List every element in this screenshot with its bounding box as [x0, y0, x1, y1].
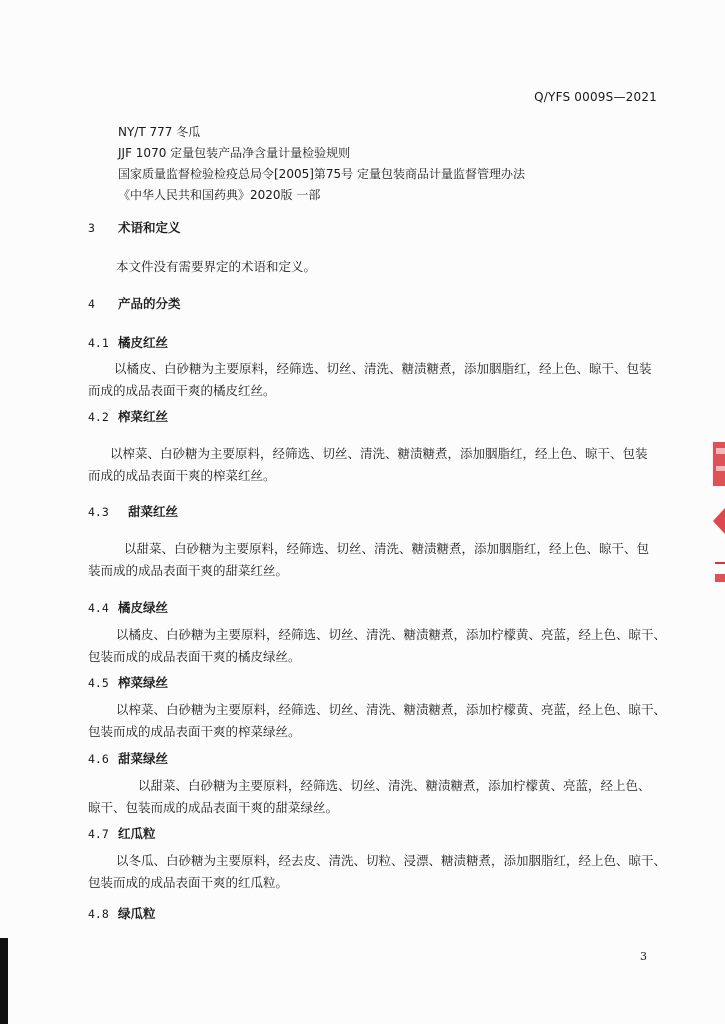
section-4-2-body — [88, 443, 660, 487]
document-code: Q/YFS 0009S—2021 — [534, 90, 657, 104]
section-4-6-body — [88, 775, 660, 819]
section-4-8-heading — [88, 904, 156, 922]
section-4-heading — [88, 294, 181, 312]
paragraph-line: 而成的成品表面干爽的榨菜红丝。 — [88, 468, 276, 483]
section-number: 4.5 — [88, 676, 109, 690]
section-title: 榨菜红丝 — [118, 409, 169, 424]
paragraph-line: 本文件没有需要界定的术语和定义。 — [116, 259, 317, 274]
paragraph-line: 包装而成的成品表面干爽的榨菜绿丝。 — [88, 724, 301, 739]
scan-edge-shadow — [0, 938, 8, 1024]
section-4-3-heading — [88, 502, 178, 520]
section-title: 绿瓜粒 — [118, 906, 156, 921]
reference-item: 《中华人民共和国药典》2020版 一部 — [118, 188, 321, 202]
section-4-6-heading — [88, 749, 168, 767]
reference-item: JJF 1070 定量包装产品净含量计量检验规则 — [118, 146, 351, 160]
section-title: 甜菜红丝 — [128, 504, 179, 519]
section-title: 产品的分类 — [118, 296, 181, 311]
section-title: 橘皮绿丝 — [118, 600, 169, 615]
section-4-1-body — [88, 358, 660, 402]
paragraph-line: 以甜菜、白砂糖为主要原料，经筛选、切丝、清洗、糖渍糖煮，添加柠檬黄、亮蓝，经上色、 — [138, 778, 651, 793]
section-number: 3 — [88, 221, 95, 235]
section-number: 4.7 — [88, 827, 109, 841]
paragraph-line: 以冬瓜、白砂糖为主要原料，经去皮、清洗、切粒、浸漂、糖渍糖煮，添加胭脂红，经上色、晾干、 — [116, 853, 667, 868]
paragraph-line: 而成的成品表面干爽的橘皮红丝。 — [88, 383, 276, 398]
section-3-heading — [88, 218, 181, 236]
paragraph-line: 包装而成的成品表面干爽的橘皮绿丝。 — [88, 649, 301, 664]
section-4-7-body — [88, 850, 667, 894]
partial-seal-mark — [711, 442, 725, 486]
section-title: 橘皮红丝 — [118, 335, 169, 350]
paragraph-line: 包装而成的成品表面干爽的红瓜粒。 — [88, 875, 289, 890]
section-title: 术语和定义 — [118, 220, 181, 235]
page-number: 3 — [640, 950, 647, 963]
partial-seal-mark — [711, 508, 725, 534]
section-number: 4.3 — [88, 505, 109, 519]
section-4-1-heading — [88, 333, 168, 351]
section-number: 4.4 — [88, 601, 109, 615]
paragraph-line: 以橘皮、白砂糖为主要原料，经筛选、切丝、清洗、糖渍糖煮，添加胭脂红，经上色、晾干、包装 — [114, 361, 652, 376]
section-number: 4.1 — [88, 336, 109, 350]
section-4-4-heading — [88, 598, 168, 616]
reference-item: NY/T 777 冬瓜 — [118, 125, 201, 139]
paragraph-line: 以榨菜、白砂糖为主要原料，经筛选、切丝、清洗、糖渍糖煮，添加柠檬黄、亮蓝，经上色、晾干、 — [116, 702, 667, 717]
section-3-body — [88, 256, 688, 278]
section-4-7-heading — [88, 824, 156, 842]
normative-references — [118, 122, 525, 206]
section-number: 4.2 — [88, 410, 109, 424]
paragraph-line: 晾干、包装而成的成品表面干爽的甜菜绿丝。 — [88, 800, 339, 815]
paragraph-line: 以甜菜、白砂糖为主要原料，经筛选、切丝、清洗、糖渍糖煮，添加胭脂红，经上色、晾干、包 — [124, 541, 650, 556]
section-4-5-heading — [88, 673, 168, 691]
section-title: 榨菜绿丝 — [118, 675, 169, 690]
section-title: 甜菜绿丝 — [118, 751, 169, 766]
section-4-3-body — [88, 538, 660, 582]
reference-item: 国家质量监督检验检疫总局令[2005]第75号 定量包装商品计量监督管理办法 — [118, 167, 525, 181]
section-4-4-body — [88, 624, 667, 668]
paragraph-line: 装而成的成品表面干爽的甜菜红丝。 — [88, 563, 289, 578]
paragraph-line: 以榨菜、白砂糖为主要原料，经筛选、切丝、清洗、糖渍糖煮，添加胭脂红，经上色、晾干、包装 — [110, 446, 648, 461]
partial-seal-mark — [711, 560, 725, 586]
section-4-5-body — [88, 699, 667, 743]
section-number: 4.8 — [88, 907, 109, 921]
section-number: 4 — [88, 297, 95, 311]
section-number: 4.6 — [88, 752, 109, 766]
paragraph-line: 以橘皮、白砂糖为主要原料，经筛选、切丝、清洗、糖渍糖煮，添加柠檬黄、亮蓝，经上色、晾干、 — [116, 627, 667, 642]
section-4-2-heading — [88, 407, 168, 425]
section-title: 红瓜粒 — [118, 826, 156, 841]
